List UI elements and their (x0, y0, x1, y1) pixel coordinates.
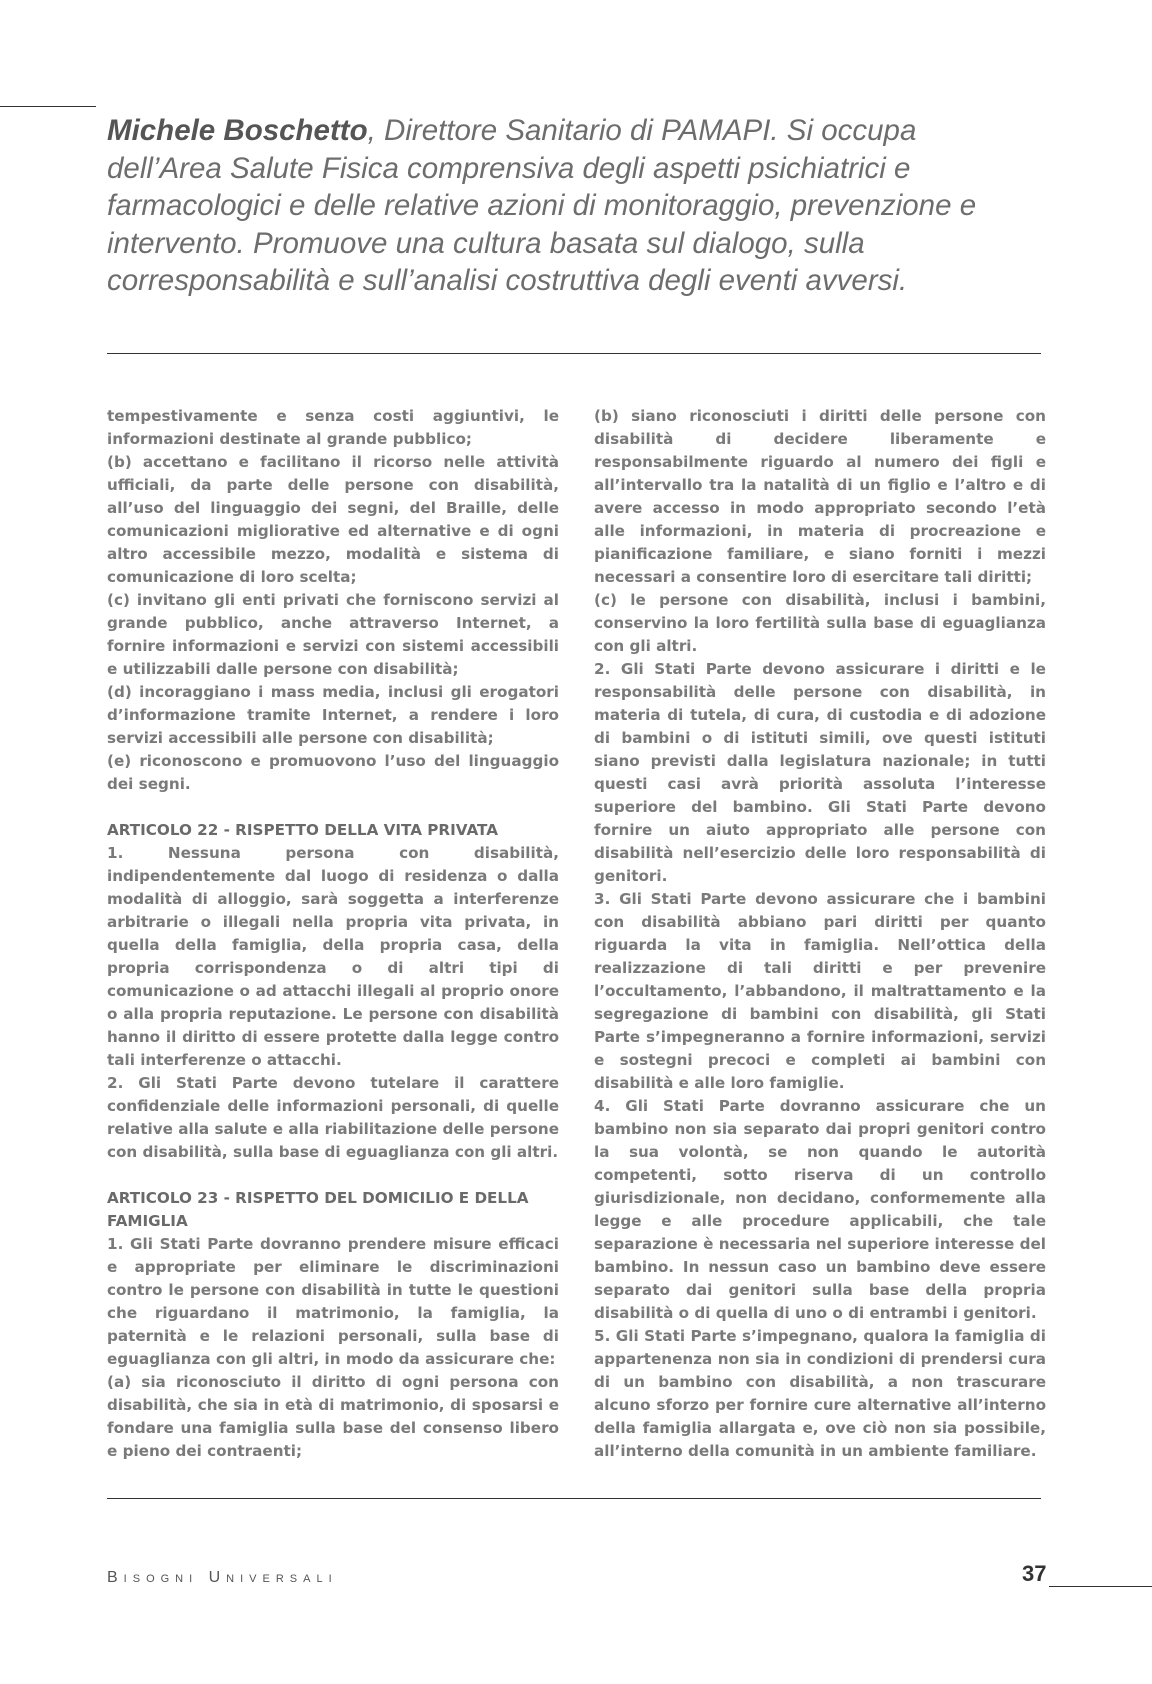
paragraph: 3. Gli Stati Parte devono assicurare che i bambini con disabilità abbiano pari diritti per quanto riguarda la vita in famiglia. Nell’ottica della realizzazione di tali diritti e per prevenire l’occultamento, l’abbandono, il maltrattamento e la segregazione di bambini con disabilità, gli Stati Parte s’impegneranno a fornire informazioni, servizi e sostegni precoci e completi ai bambini con disabilità e alle loro famiglie. (594, 890, 1046, 1092)
paragraph: (c) le persone con disabilità, inclusi i bambini, conservino la loro fertilità sulla base di eguaglianza con gli altri. (594, 591, 1046, 655)
paragraph: (b) siano riconosciuti i diritti delle persone con disabilità di decidere liberamente e responsabilmente riguardo al numero dei figli e all’intervallo tra la natalità di un figlio e l’altro e di avere accesso in modo appropriato secondo l’età alle informazioni, in materia di procreazione e pianificazione familiare, e siano forniti i mezzi necessari a consentire loro di esercitare tali diritti; (594, 407, 1046, 586)
right-text-column (594, 405, 1046, 1463)
article-23-heading: ARTICOLO 23 - RISPETTO DEL DOMICILIO E DELLA FAMIGLIA (107, 1189, 529, 1230)
page-number-rule (1049, 1586, 1152, 1587)
author-name: Michele Boschetto (107, 114, 368, 147)
bio-divider (107, 353, 1041, 354)
paragraph: (d) incoraggiano i mass media, inclusi gli erogatori d’informazione tramite Internet, a rendere i loro servizi accessibili alle persone con disabilità; (107, 683, 559, 747)
paragraph: 4. Gli Stati Parte dovranno assicurare che un bambino non sia separato dai propri genitori contro la sua volontà, se non quando le autorità competenti, sotto riserva di un controllo giurisdizionale, non decidano, conformemente alla legge e alle procedure applicabili, che tale separazione è necessaria nel superiore interesse del bambino. In nessun caso un bambino deve essere separato dai genitori sulla base della propria disabilità o di quella di uno o di entrambi i genitori. (594, 1097, 1046, 1322)
author-bio (107, 112, 987, 300)
paragraph: (c) invitano gli enti privati che forniscono servizi al grande pubblico, anche attraverso Internet, a fornire informazioni e servizi con sistemi accessibili e utilizzabili dalle persone con disabilità; (107, 591, 559, 678)
top-left-rule (0, 106, 96, 107)
paragraph: (e) riconoscono e promuovono l’uso del linguaggio dei segni. (107, 752, 559, 793)
paragraph: (b) accettano e facilitano il ricorso nelle attività ufficiali, da parte delle persone con disabilità, all’uso del linguaggio dei segni, del Braille, delle comunicazioni migliorative ed alternative e di ogni altro accessibile mezzo, modalità e sistema di comunicazione di loro scelta; (107, 453, 559, 586)
paragraph: (a) sia riconosciuto il diritto di ogni persona con disabilità, che sia in età di matrimonio, di sposarsi e fondare una famiglia sulla base del consenso libero e pieno dei contraenti; (107, 1373, 559, 1460)
paragraph: 5. Gli Stati Parte s’impegnano, qualora la famiglia di appartenenza non sia in condizioni di prendersi cura di un bambino con disabilità, a non trascurare alcuno sforzo per fornire cure alternative all’interno della famiglia allargata e, ove ciò non sia possibile, all’interno della comunità in un ambiente familiare. (594, 1327, 1046, 1460)
footer-divider (107, 1498, 1041, 1499)
publication-title: Bisogni Universali (107, 1569, 338, 1586)
page-number: 37 (1022, 1561, 1047, 1586)
paragraph: 1. Nessuna persona con disabilità, indipendentemente dal luogo di residenza o dalla modalità di alloggio, sarà soggetta a interferenze arbitrarie o illegali nella propria vita privata, in quella della famiglia, della propria casa, della propria corrispondenza o di altri tipi di comunicazione o ad attacchi illegali al proprio onore o alla propria reputazione. Le persone con disabilità hanno il diritto di essere protette dalla legge contro tali interferenze o attacchi. (107, 844, 559, 1069)
left-text-column (107, 405, 559, 1463)
paragraph: 2. Gli Stati Parte devono tutelare il carattere confidenziale delle informazioni personali, di quelle relative alla salute e alla riabilitazione delle persone con disabilità, sulla base di eguaglianza con gli altri. (107, 1074, 559, 1161)
paragraph: 1. Gli Stati Parte dovranno prendere misure efficaci e appropriate per eliminare le discriminazioni contro le persone con disabilità in tutte le questioni che riguardano il matrimonio, la famiglia, la paternità e le relazioni personali, sulla base di eguaglianza con gli altri, in modo da assicurare che: (107, 1235, 559, 1368)
author-bio-text: , Direttore Sanitario di PAMAPI. Si occupa dell’Area Salute Fisica comprensiva degli aspetti psichiatrici e farmacologici e delle relative azioni di monitoraggio, prevenzione e intervento. Promuove una cultura basata sul dialogo, sulla corresponsabilità e sull’analisi costruttiva degli eventi avversi. (107, 114, 977, 297)
paragraph: 2. Gli Stati Parte devono assicurare i diritti e le responsabilità delle persone con disabilità, in materia di tutela, di cura, di custodia e di adozione di bambini o di istituti simili, ove questi istituti siano previsti dalla legislatura nazionale; in tutti questi casi avrà priorità assoluta l’interesse superiore del bambino. Gli Stati Parte devono fornire un aiuto appropriato alle persone con disabilità nell’esercizio delle loro responsabilità di genitori. (594, 660, 1046, 885)
paragraph: tempestivamente e senza costi aggiuntivi, le informazioni destinate al grande pubblico; (107, 407, 559, 448)
article-22-heading: ARTICOLO 22 - RISPETTO DELLA VITA PRIVATA (107, 821, 498, 839)
